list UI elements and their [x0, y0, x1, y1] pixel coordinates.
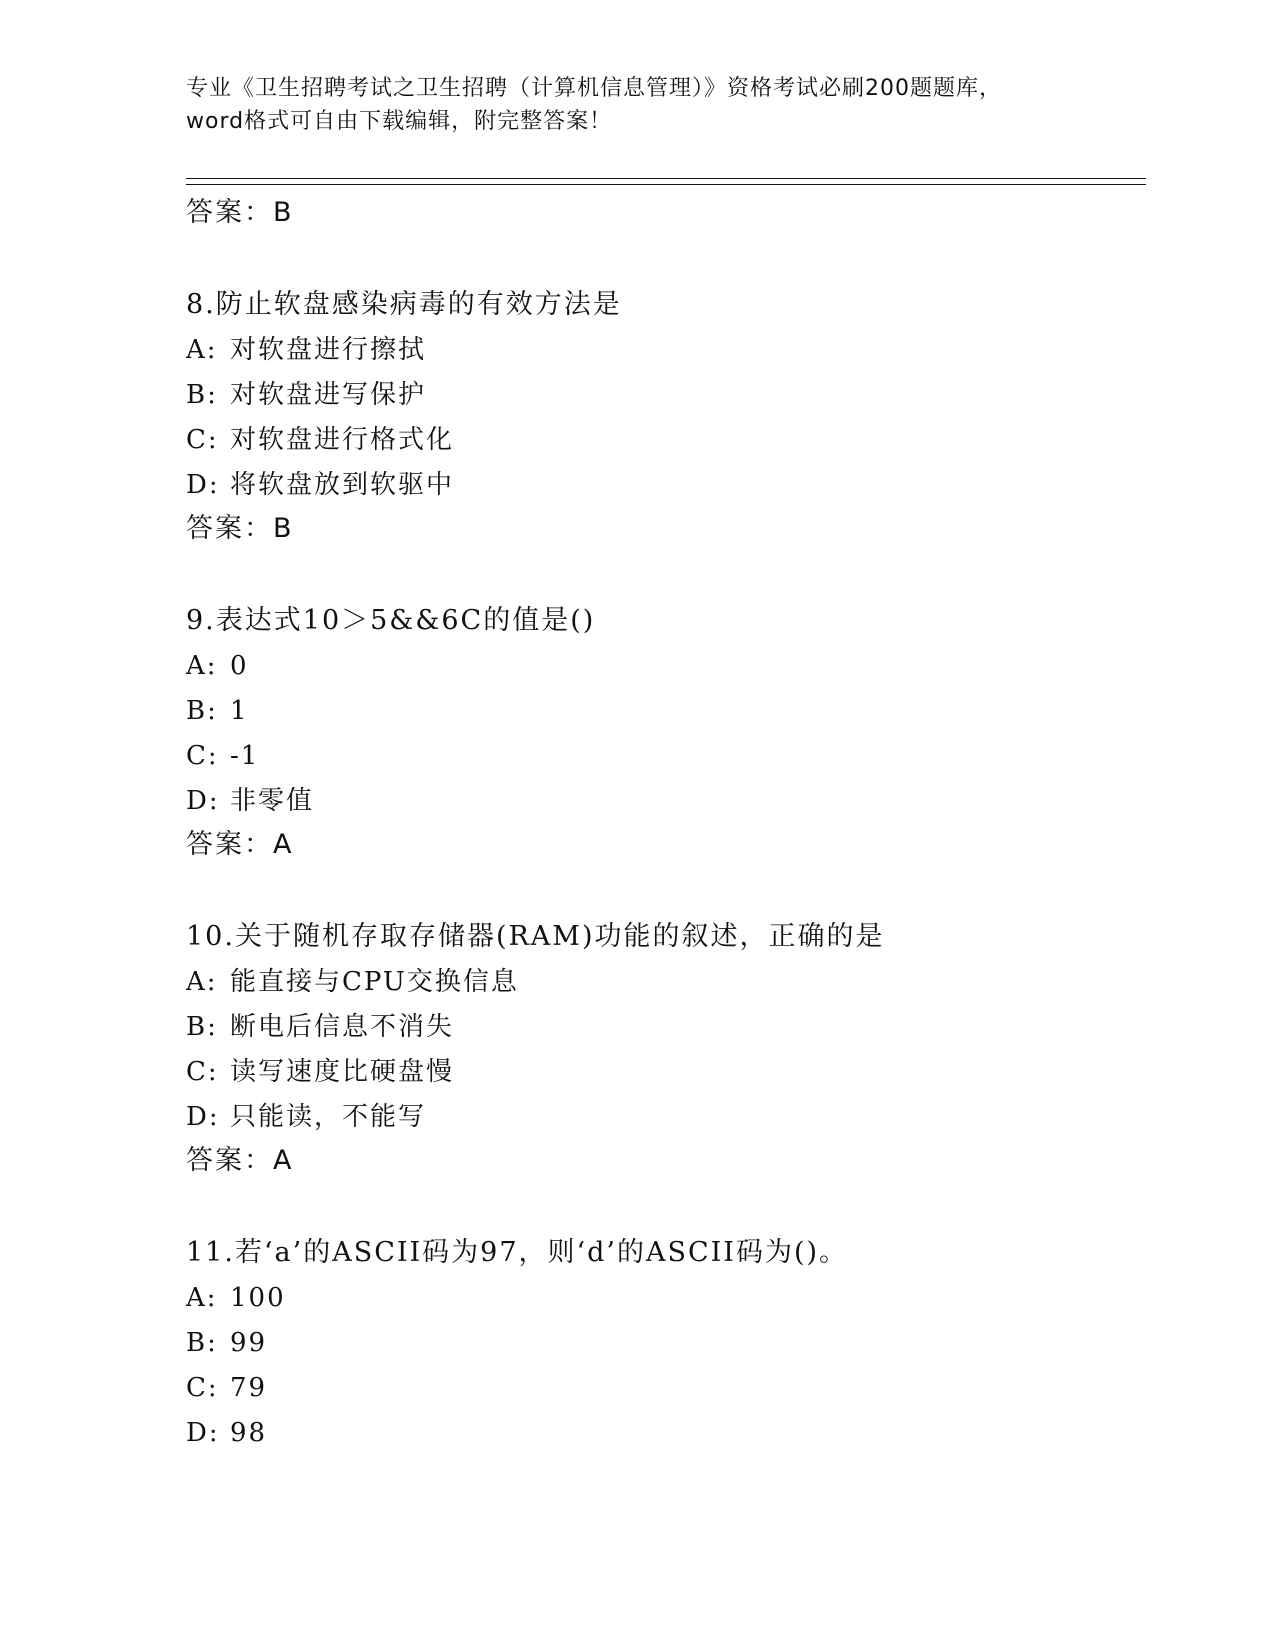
option-text: 100: [230, 1283, 286, 1313]
option-text: 读写速度比硬盘慢: [230, 1057, 455, 1087]
option-text: 只能读，不能写: [230, 1102, 427, 1132]
answer-line: 答案：A: [186, 829, 294, 860]
option-letter: A:: [186, 335, 218, 365]
option-text: 对软盘进行格式化: [230, 425, 455, 455]
option-letter: C:: [186, 741, 219, 771]
option-text: 79: [230, 1373, 268, 1403]
option-a: [186, 646, 1146, 686]
option-text: 99: [230, 1328, 268, 1358]
option-text: 断电后信息不消失: [230, 1012, 455, 1042]
question-text: 9.表达式10＞5&&6C的值是(): [186, 605, 596, 636]
option-text: 非零值: [230, 786, 315, 816]
option-letter: C:: [186, 1057, 219, 1087]
option-b: [186, 375, 1146, 415]
question-block: [186, 1233, 1146, 1453]
option-letter: C:: [186, 1373, 219, 1403]
header-line-1: 专业《卫生招聘考试之卫生招聘（计算机信息管理）》资格考试必刷200题题库，: [186, 76, 1002, 101]
option-text: 对软盘进行擦拭: [230, 335, 427, 365]
option-d: [186, 465, 1146, 505]
option-b: [186, 1323, 1146, 1363]
header-double-rule: [186, 178, 1146, 185]
option-letter: B:: [186, 696, 218, 726]
option-letter: C:: [186, 425, 219, 455]
document-header: [186, 72, 1086, 138]
question-block: [186, 601, 1146, 865]
option-text: 98: [230, 1418, 268, 1448]
answer-line: 答案：B: [186, 513, 294, 544]
option-d: [186, 1097, 1146, 1137]
option-letter: D:: [186, 470, 220, 500]
option-letter: D:: [186, 1418, 220, 1448]
option-letter: A:: [186, 967, 218, 997]
option-text: 将软盘放到软驱中: [230, 470, 455, 500]
option-d: [186, 781, 1146, 821]
option-text: 1: [230, 696, 249, 726]
option-a: [186, 962, 1146, 1002]
answer-line: 答案：A: [186, 1145, 294, 1176]
question-text: 8.防止软盘感染病毒的有效方法是: [186, 289, 622, 320]
option-letter: B:: [186, 1328, 218, 1358]
option-a: [186, 330, 1146, 370]
option-c: [186, 420, 1146, 460]
question-text: 10.关于随机存取存储器(RAM)功能的叙述，正确的是: [186, 921, 885, 952]
option-letter: B:: [186, 380, 218, 410]
question-block: [186, 285, 1146, 549]
option-letter: B:: [186, 1012, 218, 1042]
option-c: [186, 736, 1146, 776]
question-text: 11.若‘a’的ASCII码为97，则‘d’的ASCII码为()。: [186, 1237, 849, 1268]
option-text: -1: [230, 741, 260, 771]
option-c: [186, 1368, 1146, 1408]
option-b: [186, 1007, 1146, 1047]
option-letter: A:: [186, 1283, 218, 1313]
option-text: 能直接与CPU交换信息: [230, 967, 519, 997]
option-c: [186, 1052, 1146, 1092]
document-body: [186, 193, 1146, 1453]
option-letter: D:: [186, 786, 220, 816]
option-text: 对软盘进写保护: [230, 380, 427, 410]
option-text: 0: [230, 651, 249, 681]
option-letter: A:: [186, 651, 218, 681]
header-line-2: word格式可自由下载编辑，附完整答案！: [186, 109, 613, 134]
option-letter: D:: [186, 1102, 220, 1132]
option-a: [186, 1278, 1146, 1318]
question-block: [186, 917, 1146, 1181]
answer-line: 答案：B: [186, 197, 294, 228]
option-b: [186, 691, 1146, 731]
option-d: [186, 1413, 1146, 1453]
